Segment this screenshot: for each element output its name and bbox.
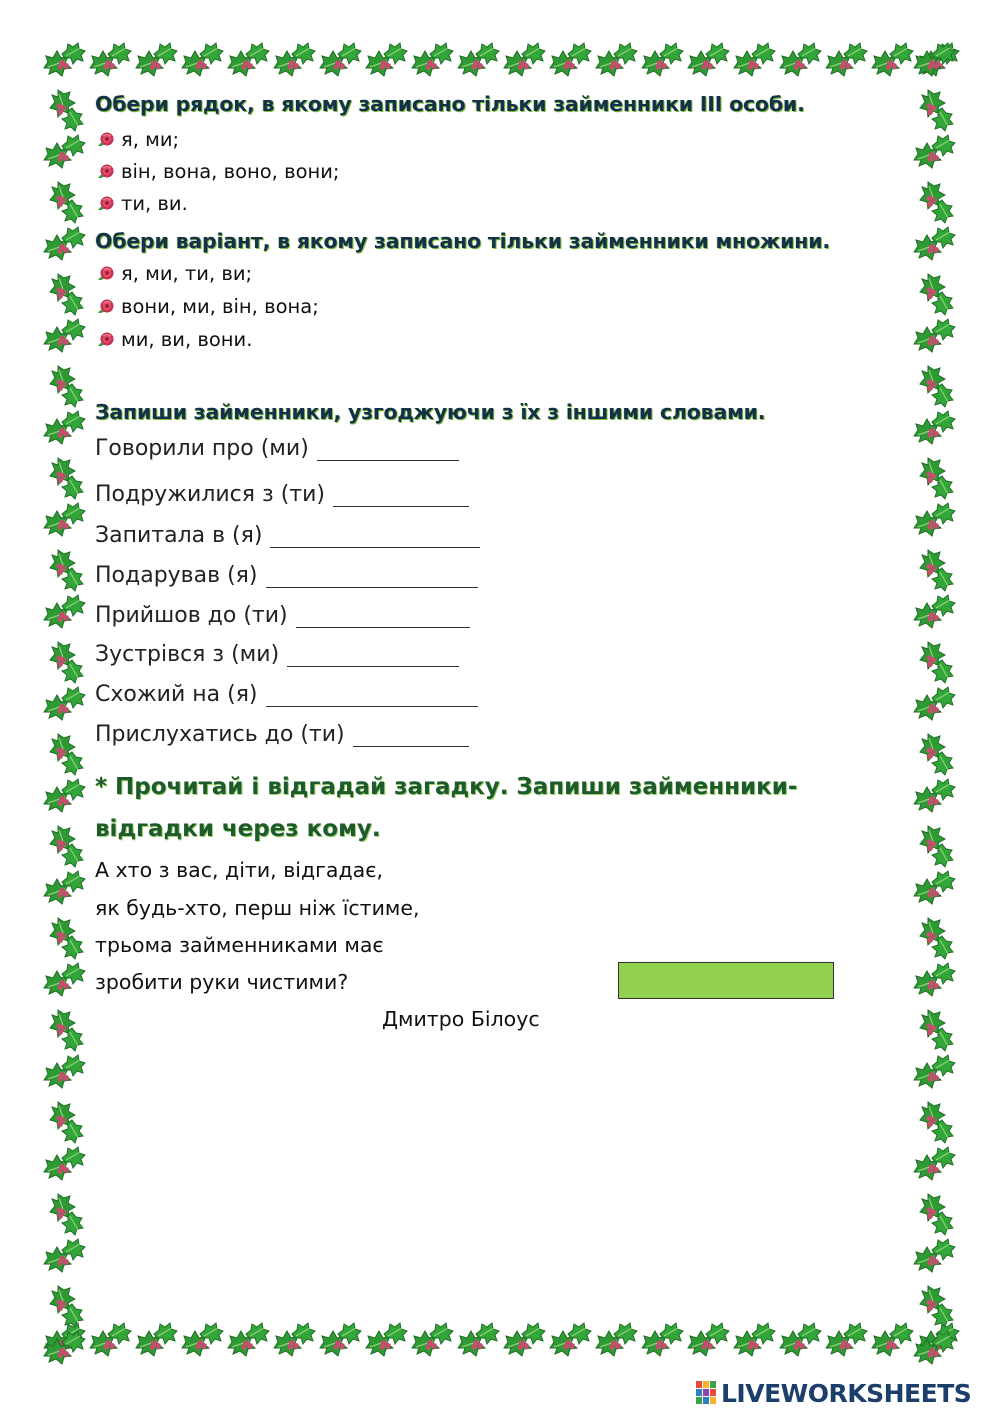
holly-icon — [826, 43, 867, 76]
question-2-option-3[interactable]: ми, ви, вони. — [95, 328, 252, 351]
holly-icon — [596, 43, 637, 76]
holly-icon — [44, 779, 85, 812]
flower-icon — [95, 296, 117, 318]
question-1-option-2[interactable]: він, вона, воно, вони; — [95, 160, 340, 183]
holly-icon — [920, 274, 953, 315]
holly-icon — [50, 274, 83, 315]
holly-icon — [872, 1323, 913, 1356]
holly-icon — [914, 43, 955, 76]
holly-icon — [914, 595, 955, 628]
answer-blank-1[interactable] — [317, 440, 459, 461]
answer-blank-6[interactable] — [287, 646, 459, 667]
holly-icon — [920, 1010, 953, 1051]
question-1-heading: Обери рядок, в якому записано тільки займенники ІІІ особи. — [95, 92, 805, 116]
riddle-line-2: як будь-хто, перш ніж їстиме, — [95, 896, 420, 920]
holly-icon — [44, 227, 85, 260]
holly-icon — [136, 43, 177, 76]
holly-icon — [44, 43, 85, 76]
holly-icon — [914, 779, 955, 812]
answer-blank-5[interactable] — [296, 607, 470, 628]
holly-icon — [320, 43, 361, 76]
holly-icon — [920, 1102, 953, 1143]
holly-icon — [320, 1323, 361, 1356]
holly-pattern — [38, 38, 88, 1368]
holly-icon — [50, 182, 83, 223]
answer-blank-3[interactable] — [270, 527, 480, 548]
holly-icon — [914, 1147, 955, 1180]
holly-border-top — [38, 38, 962, 88]
fill-line-6: Зустрівся з (ми) — [95, 642, 459, 667]
question-1-option-1[interactable]: я, ми; — [95, 128, 179, 151]
holly-icon — [504, 43, 545, 76]
question-2-heading: Обери варіант, в якому записано тільки займенники множини. — [95, 229, 830, 253]
holly-icon — [914, 871, 955, 904]
riddle-answer-box[interactable] — [618, 962, 834, 999]
fill-line-1: Говорили про (ми) — [95, 436, 459, 461]
holly-icon — [550, 43, 591, 76]
holly-pattern — [908, 38, 958, 1368]
holly-icon — [50, 1194, 83, 1235]
holly-icon — [504, 1323, 545, 1356]
holly-icon — [920, 734, 953, 775]
holly-icon — [366, 43, 407, 76]
holly-icon — [228, 43, 269, 76]
holly-icon — [44, 411, 85, 444]
holly-icon — [90, 43, 131, 76]
flower-icon — [95, 161, 117, 183]
holly-icon — [274, 1323, 315, 1356]
holly-pattern — [38, 38, 962, 88]
holly-icon — [44, 1239, 85, 1272]
holly-icon — [920, 826, 953, 867]
question-1-option-3[interactable]: ти, ви. — [95, 192, 188, 215]
holly-icon — [44, 963, 85, 996]
riddle-heading-line-1: * Прочитай і відгадай загадку. Запиши займенники- — [95, 774, 798, 800]
holly-icon — [136, 1323, 177, 1356]
holly-icon — [780, 1323, 821, 1356]
holly-icon — [366, 1323, 407, 1356]
question-2-option-1[interactable]: я, ми, ти, ви; — [95, 262, 252, 285]
flower-icon — [95, 263, 117, 285]
fill-line-5: Прийшов до (ти) — [95, 603, 470, 628]
holly-icon — [914, 1239, 955, 1272]
holly-icon — [50, 1286, 83, 1327]
holly-icon — [642, 1323, 683, 1356]
riddle-line-1: А хто з вас, діти, відгадає, — [95, 858, 383, 882]
holly-icon — [914, 319, 955, 352]
holly-icon — [734, 43, 775, 76]
holly-icon — [44, 687, 85, 720]
holly-icon — [50, 1102, 83, 1143]
holly-icon — [826, 1323, 867, 1356]
holly-icon — [50, 550, 83, 591]
holly-icon — [50, 734, 83, 775]
holly-border-left — [38, 38, 88, 1368]
answer-blank-2[interactable] — [333, 486, 469, 507]
holly-icon — [914, 411, 955, 444]
holly-icon — [458, 1323, 499, 1356]
question-3-heading: Запиши займенники, узгоджуючи з їх з іншими словами. — [95, 400, 766, 424]
fill-line-4: Подарував (я) — [95, 563, 478, 588]
flower-icon — [95, 329, 117, 351]
holly-icon — [50, 918, 83, 959]
holly-icon — [914, 1331, 955, 1364]
holly-icon — [920, 90, 953, 131]
holly-icon — [914, 135, 955, 168]
riddle-line-4: зробити руки чистими? — [95, 970, 349, 994]
holly-icon — [688, 1323, 729, 1356]
holly-icon — [412, 43, 453, 76]
holly-icon — [872, 43, 913, 76]
holly-icon — [44, 503, 85, 536]
riddle-heading-line-2: відгадки через кому. — [95, 816, 381, 842]
holly-icon — [914, 227, 955, 260]
holly-icon — [914, 1055, 955, 1088]
holly-icon — [50, 826, 83, 867]
riddle-author: Дмитро Білоус — [382, 1007, 540, 1031]
liveworksheets-logo: LIVEWORKSHEETS — [695, 1378, 971, 1408]
holly-icon — [914, 503, 955, 536]
holly-icon — [44, 1055, 85, 1088]
holly-border-bottom — [38, 1318, 962, 1368]
holly-pattern — [38, 1318, 962, 1368]
holly-icon — [44, 319, 85, 352]
holly-icon — [920, 1194, 953, 1235]
holly-icon — [920, 458, 953, 499]
holly-icon — [228, 1323, 269, 1356]
holly-icon — [920, 366, 953, 407]
fill-line-7: Схожий на (я) — [95, 682, 478, 707]
holly-icon — [914, 963, 955, 996]
holly-icon — [596, 1323, 637, 1356]
answer-blank-8[interactable] — [353, 726, 469, 747]
holly-border-right — [908, 38, 958, 1368]
question-2-option-2[interactable]: вони, ми, він, вона; — [95, 295, 319, 318]
holly-icon — [914, 687, 955, 720]
holly-icon — [688, 43, 729, 76]
answer-blank-4[interactable] — [266, 567, 478, 588]
holly-icon — [44, 1147, 85, 1180]
holly-icon — [920, 182, 953, 223]
holly-icon — [550, 1323, 591, 1356]
holly-icon — [50, 642, 83, 683]
holly-icon — [458, 43, 499, 76]
holly-icon — [44, 135, 85, 168]
flower-icon — [95, 193, 117, 215]
holly-icon — [412, 1323, 453, 1356]
holly-icon — [50, 366, 83, 407]
holly-icon — [44, 1331, 85, 1364]
holly-icon — [274, 43, 315, 76]
holly-icon — [44, 871, 85, 904]
flower-icon — [95, 129, 117, 151]
fill-line-8: Прислухатись до (ти) — [95, 722, 469, 747]
holly-icon — [920, 918, 953, 959]
holly-icon — [50, 458, 83, 499]
holly-icon — [642, 43, 683, 76]
holly-icon — [920, 642, 953, 683]
holly-icon — [920, 1286, 953, 1327]
fill-line-2: Подружилися з (ти) — [95, 482, 469, 507]
riddle-line-3: трьома займенниками має — [95, 933, 384, 957]
holly-icon — [920, 550, 953, 591]
holly-icon — [182, 43, 223, 76]
holly-icon — [182, 1323, 223, 1356]
liveworksheets-logo-icon — [695, 1380, 717, 1406]
holly-icon — [50, 90, 83, 131]
holly-icon — [734, 1323, 775, 1356]
holly-icon — [44, 595, 85, 628]
answer-blank-7[interactable] — [266, 686, 478, 707]
fill-line-3: Запитала в (я) — [95, 523, 480, 548]
holly-icon — [90, 1323, 131, 1356]
holly-icon — [50, 1010, 83, 1051]
holly-icon — [780, 43, 821, 76]
